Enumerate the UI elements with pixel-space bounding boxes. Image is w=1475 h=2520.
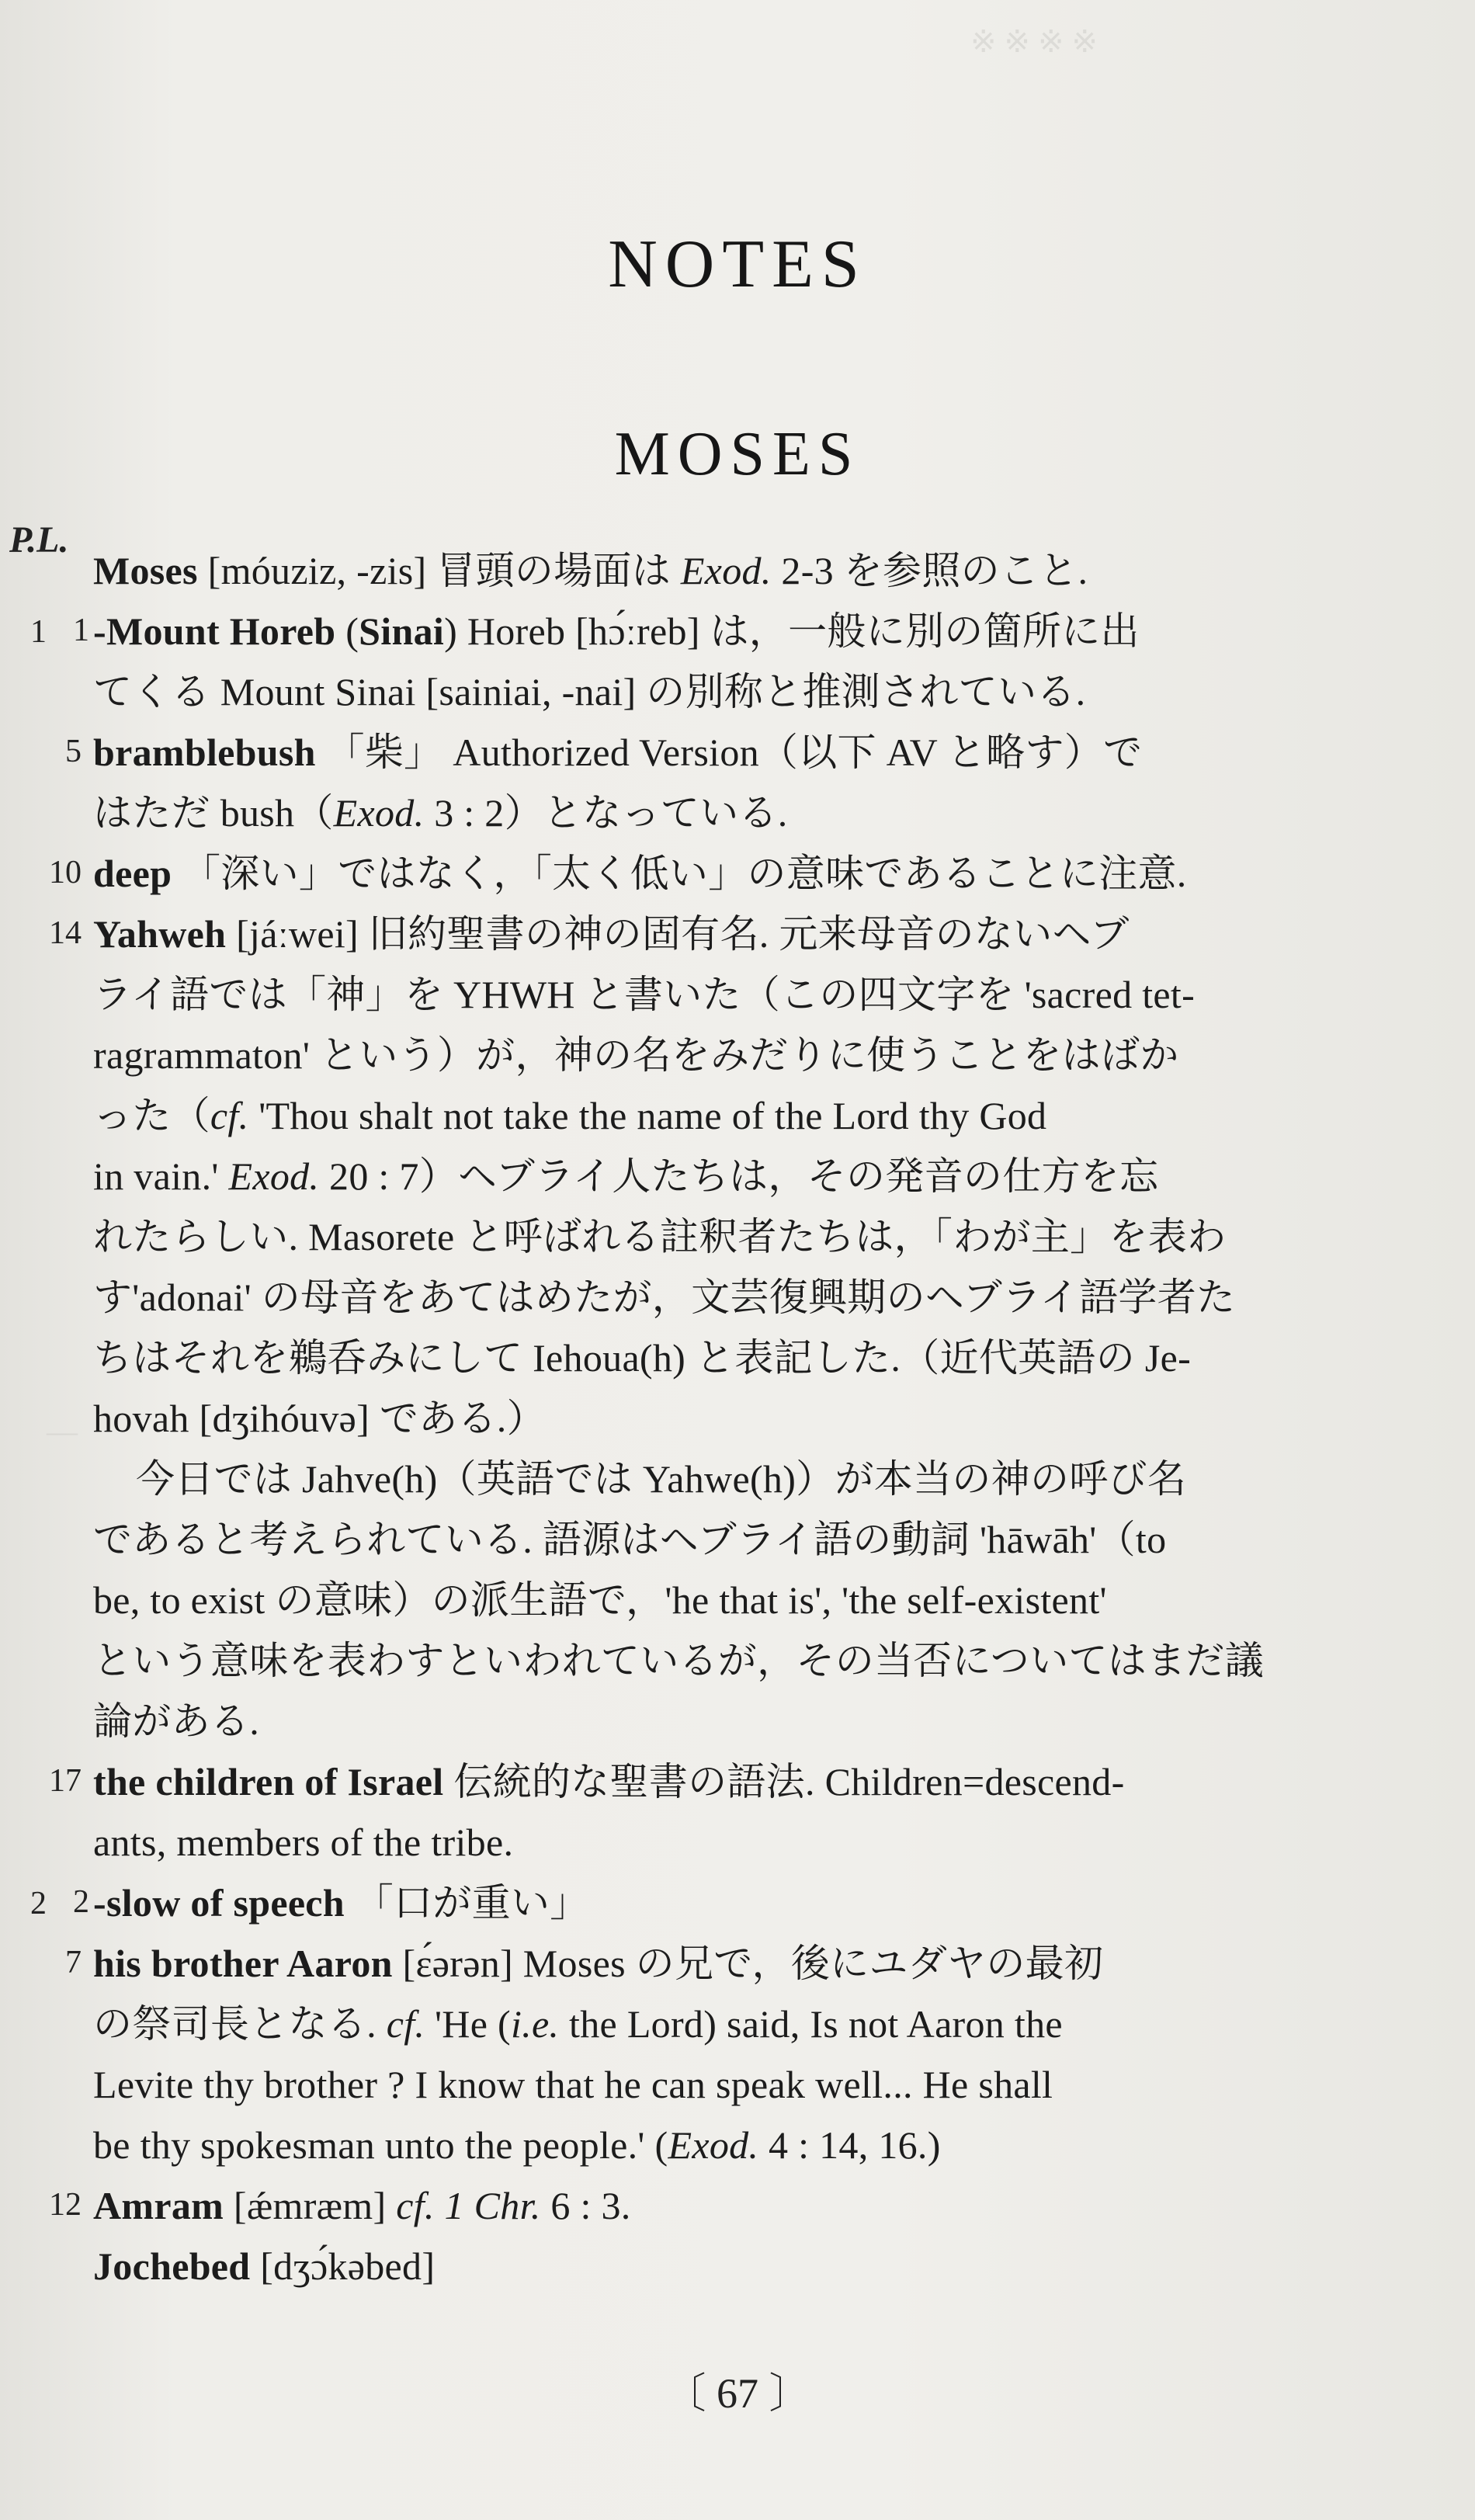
line-number: 14 <box>49 915 82 951</box>
line-number: 7 <box>65 1945 82 1980</box>
note-text: [ɛ́ərən] Moses の兄で，後にユダヤの最初 <box>392 1942 1104 1985</box>
note-line <box>93 2239 1351 2293</box>
headword: deep <box>93 852 172 895</box>
headword: bramblebush <box>93 731 316 774</box>
note-line <box>93 1391 1351 1446</box>
headword: -slow of speech <box>93 1881 345 1925</box>
page-number: 〔 67 〕 <box>664 2370 811 2417</box>
note-line <box>93 2178 1351 2233</box>
note-text: 2-3 を参照のこと. <box>771 549 1088 592</box>
note-line <box>93 907 1351 961</box>
headword: the children of Israel <box>93 1760 444 1803</box>
note-line <box>93 1815 1351 1869</box>
note-line <box>93 1694 1351 1748</box>
note-text: [dʒɔ́kəbed] <box>250 2244 436 2288</box>
note-line <box>93 1331 1351 1385</box>
note-text: [jáːwei] 旧約聖書の神の固有名. 元来母音のないヘブ <box>226 912 1130 956</box>
note-text: ants, members of the tribe. <box>93 1821 514 1864</box>
section-title: MOSES <box>614 420 861 488</box>
line-number: 1 <box>73 613 89 648</box>
note-text: ragrammaton' という）が，神の名をみだりに使うことをはばか <box>93 1033 1179 1077</box>
note-line <box>93 967 1351 1022</box>
page-title: NOTES <box>608 227 867 302</box>
line-number: 17 <box>49 1763 82 1799</box>
bleed-through-text: — <box>47 1414 78 1449</box>
note-text: [móuziz, -zis] 冒頭の場面は <box>197 549 681 592</box>
note-line <box>93 665 1351 719</box>
headword: -Mount Horeb <box>93 609 336 653</box>
note-text: であると考えられている. 語源はヘブライ語の動詞 'hāwāh'（to <box>93 1518 1167 1561</box>
note-line <box>93 543 1351 598</box>
note-text: Levite thy brother ? I know that he can speak well... He shall <box>93 2063 1053 2106</box>
section-number: 2 <box>30 1886 47 1921</box>
margin-label: P.L. <box>9 519 69 561</box>
note-text: 'Thou shalt not take the name of the Lord thy God <box>248 1094 1047 1137</box>
note-line <box>93 1997 1351 2051</box>
note-line <box>93 1088 1351 1143</box>
section-number: 1 <box>30 614 47 650</box>
note-text: [ǽmræm] <box>224 2184 397 2227</box>
note-line <box>93 604 1351 658</box>
note-text: 「柴」 Authorized Version（以下 AV と略す）で <box>315 731 1143 774</box>
italic-reference: cf. 1 Chr. <box>396 2184 541 2227</box>
headword: Yahweh <box>93 912 227 956</box>
note-line <box>93 786 1351 840</box>
note-line <box>93 1573 1351 1627</box>
italic-reference: Exod. <box>668 2123 759 2167</box>
line-number: 12 <box>49 2187 82 2223</box>
note-text: ( <box>335 609 359 653</box>
note-text: はただ bush（ <box>93 791 334 835</box>
note-text: be thy spokesman unto the people.' ( <box>93 2123 668 2167</box>
note-text: 「口が重い」 <box>344 1881 589 1925</box>
note-line <box>93 725 1351 779</box>
note-line <box>93 1149 1351 1203</box>
note-text: 伝統的な聖書の語法. Children=descend- <box>443 1760 1125 1803</box>
note-line <box>93 2057 1351 2112</box>
note-line <box>93 1633 1351 1688</box>
note-text: 3 : 2）となっている. <box>424 791 788 835</box>
italic-reference: cf. <box>210 1094 249 1137</box>
headword: Jochebed <box>93 2244 251 2288</box>
note-text: 「深い」ではなく，「太く低い」の意味であることに注意. <box>172 852 1187 895</box>
italic-reference: Exod. <box>680 549 772 592</box>
note-text: 6 : 3. <box>540 2184 631 2227</box>
italic-reference: cf. <box>386 2002 425 2046</box>
note-text: hovah [dʒihóuvə] である.） <box>93 1397 546 1440</box>
headword: Amram <box>93 2184 224 2227</box>
note-text: という意味を表わすといわれているが，その当否についてはまだ議 <box>93 1639 1264 1682</box>
note-text: の祭司長となる. <box>93 2002 387 2046</box>
line-number: 5 <box>65 734 82 769</box>
headword: his brother Aaron <box>93 1942 393 1985</box>
note-text: 4 : 14, 16.) <box>758 2123 941 2167</box>
note-text: 論がある. <box>93 1699 259 1743</box>
note-line <box>93 1512 1351 1567</box>
note-line <box>93 1210 1351 1264</box>
note-text: す'adonai' の母音をあてはめたが，文芸復興期のヘブライ語学者た <box>93 1276 1236 1319</box>
note-text: ) Horeb [hɔ́ːreb] は，一般に別の箇所に出 <box>444 609 1140 653</box>
note-line <box>93 846 1351 901</box>
note-line <box>93 1270 1351 1324</box>
italic-reference: Exod. <box>333 791 425 835</box>
headword: Sinai <box>359 609 445 653</box>
note-line <box>93 2118 1351 2172</box>
bleed-through-text: ※ ※ ※ ※ <box>970 24 1098 59</box>
note-line <box>93 1876 1351 1930</box>
note-text: in vain.' <box>93 1154 229 1198</box>
line-number: 10 <box>49 855 82 890</box>
note-text: 'He ( <box>425 2002 511 2046</box>
note-text: てくる Mount Sinai [sainiai, -nai] の別称と推測されている. <box>93 670 1086 713</box>
note-text: the Lord) said, Is not Aaron the <box>559 2002 1063 2046</box>
note-text: った（ <box>93 1094 210 1137</box>
line-number: 2 <box>73 1884 89 1920</box>
note-line <box>93 1452 1393 1506</box>
headword: Moses <box>93 549 198 592</box>
note-text: ライ語では「神」を YHWH と書いた（この四文字を 'sacred tet- <box>93 973 1196 1016</box>
note-line <box>93 1028 1351 1082</box>
note-text: 今日では Jahve(h)（英語では Yahwe(h)）が本当の神の呼び名 <box>136 1457 1187 1501</box>
note-line <box>93 1936 1351 1991</box>
note-text: be, to exist の意味）の派生語で，'he that is', 'the self-existent' <box>93 1578 1107 1622</box>
note-text: れたらしい. Masorete と呼ばれる註釈者たちは，「わが主」を表わ <box>93 1215 1227 1258</box>
italic-reference: Exod. <box>228 1154 320 1198</box>
note-line <box>93 1755 1351 1809</box>
note-text: 20 : 7）ヘブライ人たちは，その発音の仕方を忘 <box>319 1154 1159 1198</box>
italic-reference: i.e. <box>510 2002 560 2046</box>
note-text: ちはそれを鵜呑みにして Iehoua(h) と表記した.（近代英語の Je- <box>93 1336 1192 1380</box>
